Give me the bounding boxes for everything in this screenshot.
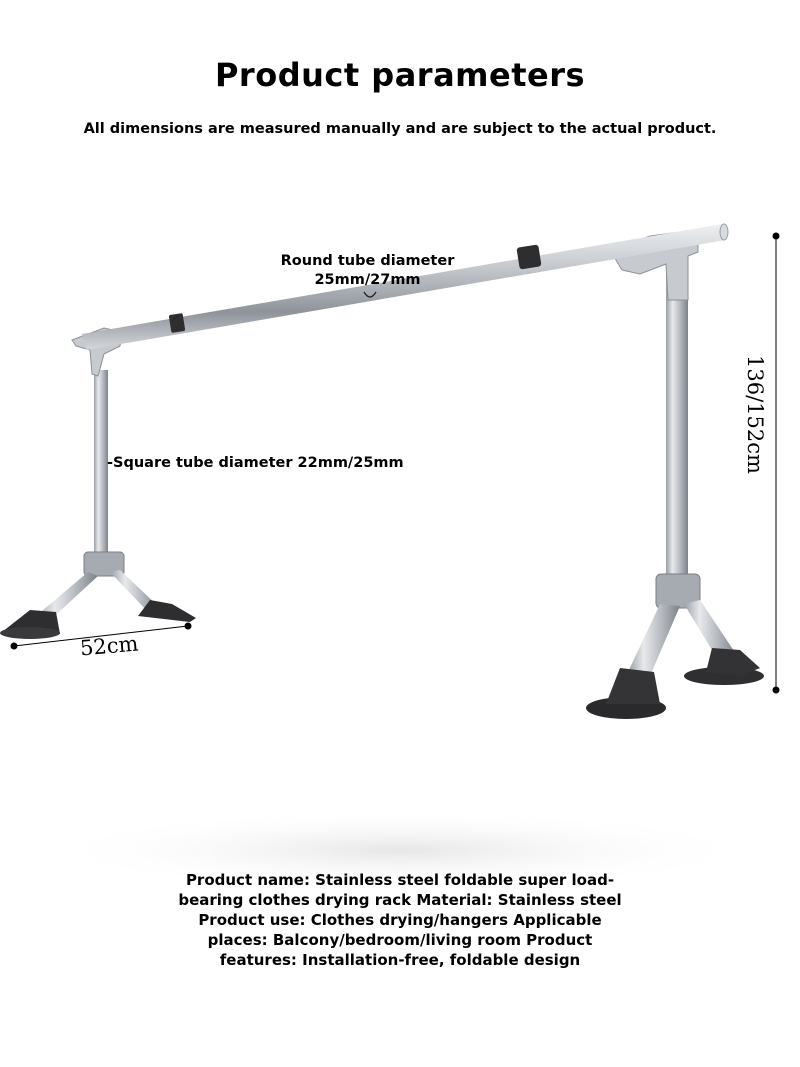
page-subtitle: All dimensions are measured manually and are subject to the actual product. bbox=[83, 121, 717, 137]
round-tube-label bbox=[255, 252, 480, 290]
width-label: 52cm bbox=[79, 631, 140, 661]
round-tube-label-line2: 25mm/27mm bbox=[314, 272, 421, 288]
round-tube-label-line1: Round tube diameter bbox=[280, 253, 455, 269]
right-foot-front bbox=[606, 668, 660, 704]
page-title: Product parameters bbox=[214, 56, 586, 94]
tube-clip-left bbox=[169, 313, 186, 333]
product-description: Product name: Stainless steel foldable super load-bearing clothes drying rack Material: Stainless steel Product use: Clothes drying/hangers Applicable places: Balcony/bedroom/living room Product features: Installation-free, foldable design bbox=[178, 871, 622, 969]
left-foot-pad-front bbox=[0, 627, 60, 639]
tube-clip-right bbox=[516, 244, 541, 269]
round-tube-end-cap bbox=[720, 224, 728, 240]
width-endpoint-right bbox=[185, 623, 192, 630]
height-label: 136/152cm bbox=[743, 355, 767, 474]
height-endpoint-bottom bbox=[773, 687, 780, 694]
square-tube-label: -Square tube diameter 22mm/25mm bbox=[107, 455, 404, 471]
left-square-tube bbox=[94, 370, 108, 560]
right-leg-front bbox=[628, 604, 680, 676]
width-endpoint-left bbox=[11, 643, 18, 650]
height-endpoint-top bbox=[773, 233, 780, 240]
